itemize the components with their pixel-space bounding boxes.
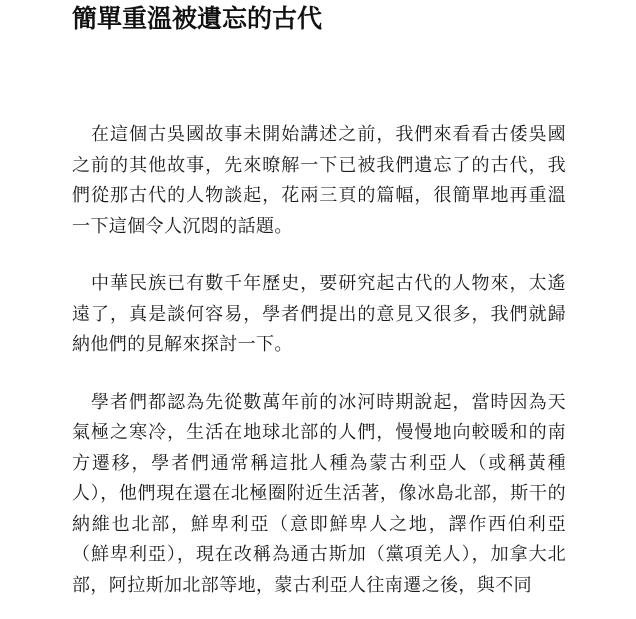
- article-title: 簡單重溫被遺忘的古代: [72, 4, 323, 33]
- paragraph-1: 在這個古吳國故事未開始講述之前，我們來看看古倭吳國之前的其他故事，先來暸解一下已被我們遺忘了的古代，我們從那古代的人物談起，花兩三頁的篇幅，很簡單地再重溫一下這個令人沉悶的話題。: [72, 124, 566, 237]
- paragraph-3: 學者們都認為先從數萬年前的冰河時期說起，當時因為天氣極之寒冷，生活在地球北部的人們，慢慢地向較暖和的南方遷移，學者們通常稱這批人種為蒙古利亞人（或稱黃種人），他們現在還在北極圈附近生活著，像冰島北部，斯干的納維也北部，鮮卑利亞（意即鮮卑人之地，譯作西伯利亞（鮮卑利亞），現在改稱為通古斯加（黨項羌人），加拿大北部，阿拉斯加北部等地，蒙古利亞人往南遷之後，與不同: [72, 391, 566, 596]
- article-body: [72, 120, 566, 619]
- paragraph-2: 中華民族已有數千年歷史，要研究起古代的人物來，太遙遠了，真是談何容易，學者們提出的意見又很多，我們就歸納他們的見解來探討一下。: [72, 273, 566, 355]
